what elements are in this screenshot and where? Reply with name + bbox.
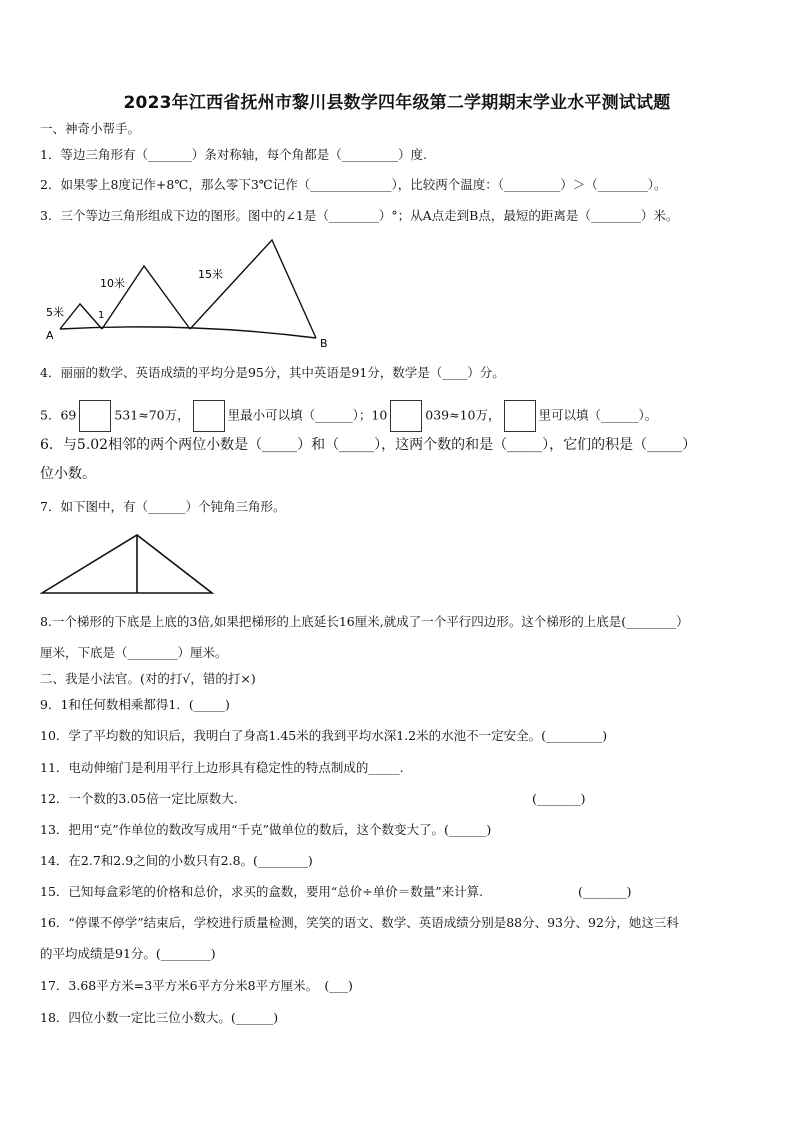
label-5m: 5米 (46, 306, 64, 319)
question-9: 9．1和任何数相乘都得1．(_____) (40, 697, 230, 712)
question-4: 4．丽丽的数学、英语成绩的平均分是95分，其中英语是91分，数学是（____）分。 (40, 365, 505, 380)
question-14: 14．在2.7和2.9之间的小数只有2.8。(________) (40, 853, 313, 868)
blank-box-4[interactable] (504, 400, 536, 432)
question-3: 3．三个等边三角形组成下边的图形。图中的∠1是（________）°；从A点走到B点，最短的距离是（________）米。 (40, 208, 679, 223)
obtuse-triangle-figure (40, 533, 215, 595)
q5-part-4: 039≈10万， (425, 407, 501, 423)
question-8: 8.一个梯形的下底是上底的3倍,如果把梯形的上底延长16厘米,就成了一个平行四边形。这个梯形的上底是(________） (40, 614, 689, 629)
outer-triangle (42, 535, 212, 593)
question-15-blank: (_______) (578, 884, 632, 899)
question-10: 10．学了平均数的知识后，我明白了身高1.45米的我到平均水深1.2米的水池不一定安全。(_________) (40, 728, 608, 743)
q5-part-3: 里最小可以填（______）；10 (227, 407, 388, 423)
middle-triangle (102, 266, 190, 329)
question-6-cont: 位小数。 (40, 466, 96, 482)
question-16: 16．“停课不停学”结束后，学校进行质量检测，笑笑的语文、数学、英语成绩分别是88分、93分、92分，她这三科 (40, 915, 679, 930)
label-10m: 10米 (100, 277, 125, 290)
section-1-heading: 一、神奇小帮手。 (40, 121, 141, 136)
question-2: 2．如果零上8度记作+8℃，那么零下3℃记作（_____________），比较两个温度：（_________）＞（________）。 (40, 177, 667, 192)
question-15: 15．已知每盒彩笔的价格和总价，求买的盒数，要用“总价÷单价＝数量”来计算. (40, 884, 484, 899)
blank-box-2[interactable] (193, 400, 225, 432)
question-5 (40, 400, 657, 432)
question-6: 6．与5.02相邻的两个两位小数是（_____）和（_____），这两个数的和是（_____），它们的积是（_____） (40, 437, 697, 453)
large-triangle (190, 240, 316, 338)
question-12: 12．一个数的3.05倍一定比原数大. (40, 791, 238, 806)
angle-1-label: 1 (98, 310, 105, 321)
page-title: 2023年江西省抚州市黎川县数学四年级第二学期期末学业水平测试试题 (123, 93, 671, 113)
q5-part-1: 5．69 (40, 407, 77, 423)
point-a-label: A (46, 329, 54, 342)
base-curve (60, 327, 316, 338)
q5-part-2: 531≈70万， (114, 407, 190, 423)
blank-box-1[interactable] (79, 400, 111, 432)
question-7: 7．如下图中，有（______）个钝角三角形。 (40, 499, 286, 514)
question-8-cont: 厘米，下底是（________）厘米。 (40, 645, 228, 660)
question-16-cont: 的平均成绩是91分。(________) (40, 946, 216, 961)
blank-box-3[interactable] (390, 400, 422, 432)
question-13: 13．把用“克”作单位的数改写成用“千克”做单位的数后，这个数变大了。(______) (40, 822, 492, 837)
small-triangle (60, 304, 105, 329)
question-18: 18．四位小数一定比三位小数大。(______) (40, 1010, 279, 1025)
q5-part-5: 里可以填（______）。 (538, 407, 658, 423)
label-15m: 15米 (198, 268, 223, 281)
question-12-blank: (_______) (532, 791, 586, 806)
question-17: 17．3.68平方米=3平方米6平方分米8平方厘米。 (___) (40, 978, 353, 993)
section-2-heading: 二、我是小法官。(对的打√，错的打×) (40, 671, 256, 686)
triangles-figure (40, 236, 340, 350)
question-11: 11．电动伸缩门是利用平行上边形具有稳定性的特点制成的_____. (40, 760, 404, 775)
question-1: 1．等边三角形有（_______）条对称轴，每个角都是（_________）度. (40, 147, 427, 162)
point-b-label: B (320, 337, 328, 350)
